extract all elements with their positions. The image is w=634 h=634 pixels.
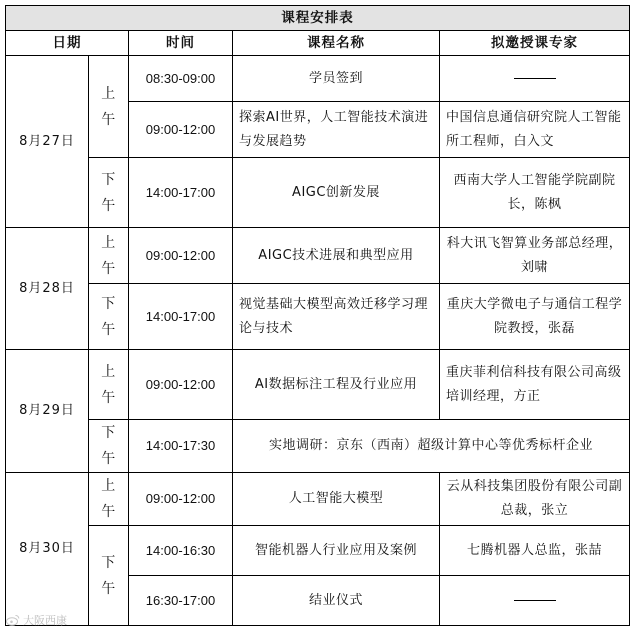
- course-cell-merged: 实地调研：京东（西南）超级计算中心等优秀标杆企业: [233, 420, 630, 473]
- half-day-cell: [89, 526, 129, 626]
- half-day-cell: [89, 56, 129, 158]
- time-cell: 09:00-12:00: [129, 102, 233, 158]
- half-day-label: [89, 230, 128, 282]
- half-day-label: [89, 420, 128, 472]
- course-cell: 人工智能大模型: [233, 473, 440, 526]
- half-day-cell: [89, 350, 129, 420]
- time-cell: 16:30-17:00: [129, 576, 233, 626]
- half-day-char: 下: [101, 171, 116, 188]
- dash-mark: [514, 78, 556, 79]
- table-row: [6, 228, 630, 284]
- expert-cell: 云从科技集团股份有限公司副总裁，张立: [440, 473, 630, 526]
- half-day-label: [89, 473, 128, 525]
- table-row: [6, 526, 630, 576]
- half-day-label: [89, 167, 128, 219]
- half-day-char: 午: [101, 260, 116, 277]
- half-day-cell: [89, 473, 129, 526]
- date-cell: 8月28日: [6, 228, 89, 350]
- header-date: 日期: [6, 31, 129, 56]
- table-row: [6, 350, 630, 420]
- course-cell: AI数据标注工程及行业应用: [233, 350, 440, 420]
- half-day-char: 午: [101, 580, 116, 597]
- watermark: [6, 612, 67, 628]
- table-row: [6, 284, 630, 350]
- half-day-cell: [89, 284, 129, 350]
- half-day-label: [89, 359, 128, 411]
- table-row: [6, 158, 630, 228]
- expert-cell: 科大讯飞智算业务部总经理，刘啸: [440, 228, 630, 284]
- table-row: [6, 420, 630, 473]
- course-cell: 视觉基础大模型高效迁移学习理论与技术: [233, 284, 440, 350]
- half-day-char: 上: [101, 478, 116, 494]
- half-day-char: 下: [101, 554, 116, 571]
- course-schedule-table: [5, 5, 630, 626]
- half-day-char: 午: [101, 111, 116, 128]
- half-day-label: [89, 291, 128, 343]
- half-day-char: 午: [101, 504, 116, 520]
- time-cell: 09:00-12:00: [129, 350, 233, 420]
- half-day-char: 午: [101, 197, 116, 214]
- date-cell: 8月30日: [6, 473, 89, 626]
- course-cell: AIGC创新发展: [233, 158, 440, 228]
- weibo-icon: [6, 614, 20, 626]
- half-day-char: 上: [101, 234, 116, 251]
- date-cell: 8月29日: [6, 350, 89, 473]
- expert-cell: [440, 576, 630, 626]
- watermark-text: 大阪西康: [23, 614, 67, 627]
- course-cell: 智能机器人行业应用及案例: [233, 526, 440, 576]
- table-title: 课程安排表: [6, 6, 630, 31]
- half-day-cell: [89, 158, 129, 228]
- dash-mark: [514, 600, 556, 601]
- half-day-char: 午: [101, 321, 116, 338]
- half-day-char: 上: [101, 85, 116, 102]
- header-course: 课程名称: [233, 31, 440, 56]
- table-row: [6, 473, 630, 526]
- half-day-char: 午: [101, 389, 116, 406]
- date-cell: 8月27日: [6, 56, 89, 228]
- course-cell: AIGC技术进展和典型应用: [233, 228, 440, 284]
- expert-cell: 重庆大学微电子与通信工程学院教授，张磊: [440, 284, 630, 350]
- time-cell: 14:00-17:00: [129, 284, 233, 350]
- time-cell: 14:00-17:00: [129, 158, 233, 228]
- half-day-cell: [89, 420, 129, 473]
- header-time: 时间: [129, 31, 233, 56]
- half-day-char: 午: [101, 451, 116, 467]
- half-day-label: [89, 81, 128, 133]
- expert-cell: 重庆菲利信科技有限公司高级培训经理，方正: [440, 350, 630, 420]
- table-row: [6, 56, 630, 102]
- half-day-label: [89, 550, 128, 602]
- half-day-cell: [89, 228, 129, 284]
- time-cell: 14:00-17:30: [129, 420, 233, 473]
- course-cell: 结业仪式: [233, 576, 440, 626]
- half-day-char: 下: [101, 425, 116, 441]
- expert-cell: 七腾机器人总监，张喆: [440, 526, 630, 576]
- half-day-char: 下: [101, 295, 116, 312]
- time-cell: 09:00-12:00: [129, 473, 233, 526]
- course-cell: 学员签到: [233, 56, 440, 102]
- expert-cell: 西南大学人工智能学院副院长，陈枫: [440, 158, 630, 228]
- course-cell: 探索AI世界，人工智能技术演进与发展趋势: [233, 102, 440, 158]
- header-expert: 拟邀授课专家: [440, 31, 630, 56]
- half-day-char: 上: [101, 363, 116, 380]
- time-cell: 09:00-12:00: [129, 228, 233, 284]
- expert-cell: [440, 56, 630, 102]
- expert-cell: 中国信息通信研究院人工智能所工程师，白入文: [440, 102, 630, 158]
- time-cell: 08:30-09:00: [129, 56, 233, 102]
- time-cell: 14:00-16:30: [129, 526, 233, 576]
